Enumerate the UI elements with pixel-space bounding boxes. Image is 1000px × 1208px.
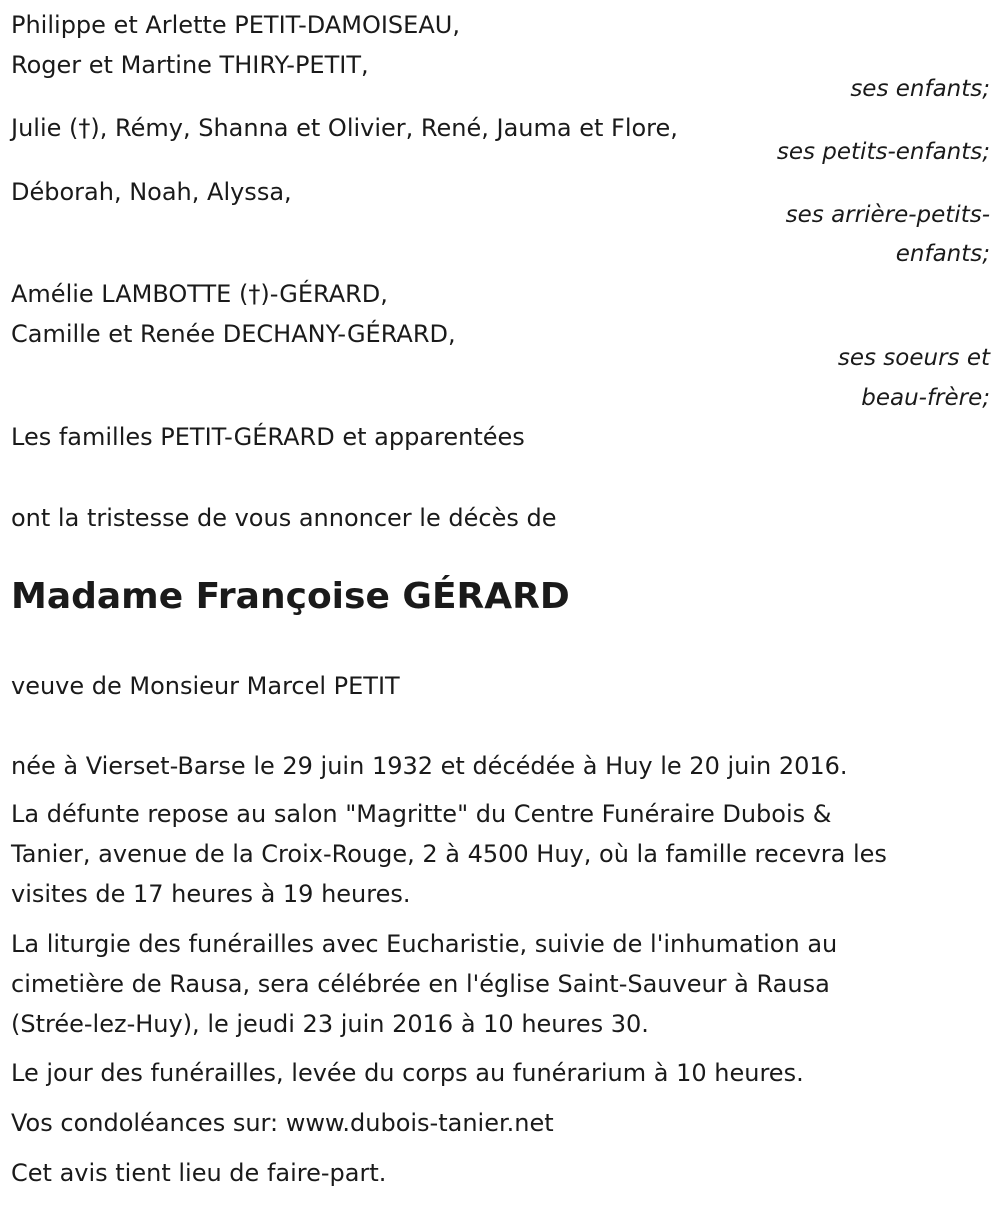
widow-of-line: veuve de Monsieur Marcel PETIT [11, 672, 400, 700]
rest-line-3: visites de 17 heures à 19 heures. [11, 880, 411, 908]
liturgy-line-1: La liturgie des funérailles avec Eucharistie, suivie de l'inhumation au [11, 930, 838, 958]
birth-death-line: née à Vierset-Barse le 29 juin 1932 et décédée à Huy le 20 juin 2016. [11, 752, 848, 780]
notice-line: Cet avis tient lieu de faire-part. [11, 1159, 387, 1187]
condolences-line: Vos condoléances sur: www.dubois-tanier.net [11, 1109, 554, 1137]
departure-line: Le jour des funérailles, levée du corps au funérarium à 10 heures. [11, 1059, 804, 1087]
great-grandchildren-line: Déborah, Noah, Alyssa, [11, 178, 292, 206]
rest-line-1: La défunte repose au salon "Magritte" du Centre Funéraire Dubois & [11, 800, 832, 828]
siblings-role-line-2: beau-frère; [861, 385, 990, 411]
children-role: ses enfants; [850, 76, 990, 102]
great-grandchildren-role-line-2: enfants; [895, 241, 990, 267]
children-line-2: Roger et Martine THIRY-PETIT, [11, 51, 369, 79]
great-grandchildren-role-line-1: ses arrière-petits- [785, 202, 990, 228]
grandchildren-role: ses petits-enfants; [776, 139, 990, 165]
grandchildren-line: Julie (†), Rémy, Shanna et Olivier, René, Jauma et Flore, [11, 114, 678, 142]
rest-line-2: Tanier, avenue de la Croix-Rouge, 2 à 4500 Huy, où la famille recevra les [11, 840, 887, 868]
siblings-line-1: Amélie LAMBOTTE (†)-GÉRARD, [11, 280, 388, 308]
siblings-line-2: Camille et Renée DECHANY-GÉRARD, [11, 320, 456, 348]
deceased-name: Madame Françoise GÉRARD [11, 576, 570, 617]
liturgy-line-2: cimetière de Rausa, sera célébrée en l'église Saint-Sauveur à Rausa [11, 970, 830, 998]
siblings-role-line-1: ses soeurs et [837, 345, 990, 371]
liturgy-line-3: (Strée-lez-Huy), le jeudi 23 juin 2016 à 10 heures 30. [11, 1010, 649, 1038]
families-line: Les familles PETIT-GÉRARD et apparentées [11, 423, 525, 451]
announcement-intro: ont la tristesse de vous annoncer le décès de [11, 504, 557, 532]
children-line-1: Philippe et Arlette PETIT-DAMOISEAU, [11, 11, 460, 39]
